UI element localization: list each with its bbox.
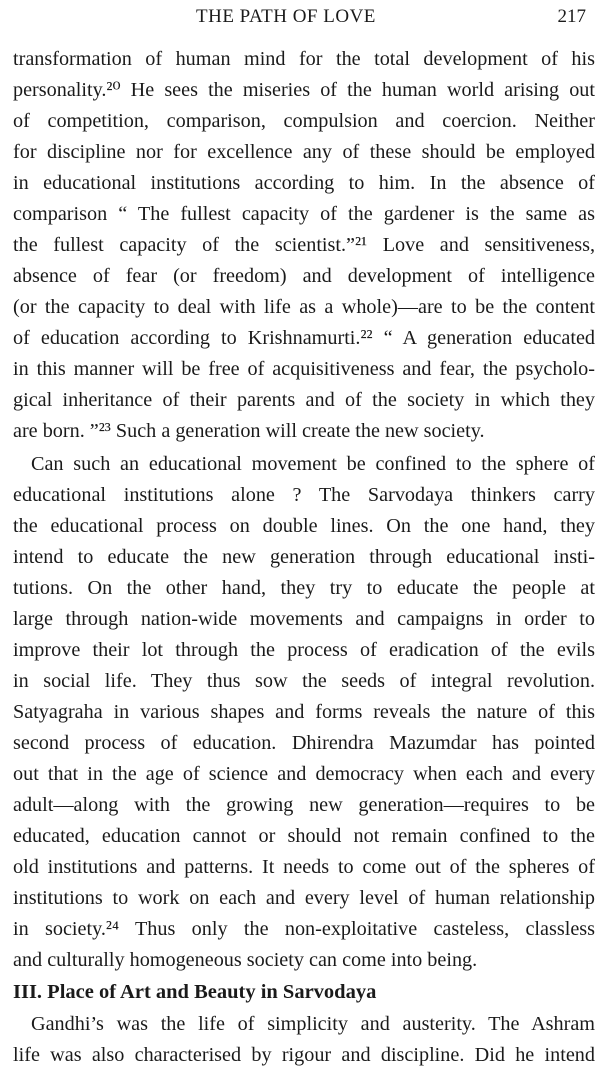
text-line: of competition, comparison, compulsion and coercion. Neither xyxy=(13,110,595,132)
text-line: second process of education. Dhirendra Mazumdar has pointed xyxy=(13,732,595,754)
text-line: institutions to work on each and every level of human relationship xyxy=(13,887,595,909)
page-header xyxy=(0,4,600,32)
text-line: educated, education cannot or should not remain confined to the xyxy=(13,825,595,847)
text-line: Gandhi’s was the life of simplicity and austerity. The Ashram xyxy=(31,1013,595,1035)
text-line: the fullest capacity of the scientist.”²¹ Love and sensitiveness, xyxy=(13,234,595,256)
text-line: comparison “ The fullest capacity of the gardener is the same as xyxy=(13,203,595,225)
text-line: in society.²⁴ Thus only the non-exploitative casteless, classless xyxy=(13,918,595,940)
text-line: are born. ”²³ Such a generation will create the new society. xyxy=(13,420,485,442)
text-line: out that in the age of science and democracy when each and every xyxy=(13,763,595,785)
text-line: educational institutions alone ? The Sarvodaya thinkers carry xyxy=(13,484,595,506)
text-line: in educational institutions according to him. In the absence of xyxy=(13,172,595,194)
text-line: in social life. They thus sow the seeds of integral revolution. xyxy=(13,670,595,692)
text-line: old institutions and patterns. It needs to come out of the spheres of xyxy=(13,856,595,878)
paragraph-2 xyxy=(13,449,595,976)
text-line: transformation of human mind for the total development of his xyxy=(13,48,595,70)
text-line: Satyagraha in various shapes and forms reveals the nature of this xyxy=(13,701,595,723)
text-line: of education according to Krishnamurti.²² “ A generation educated xyxy=(13,327,595,349)
text-line: the educational process on double lines. On the one hand, they xyxy=(13,515,595,537)
text-line: gical inheritance of their parents and of the society in which they xyxy=(13,389,595,411)
text-line: and culturally homogeneous society can come into being. xyxy=(13,949,478,971)
text-line: absence of fear (or freedom) and development of intelligence xyxy=(13,265,595,287)
paragraph-3 xyxy=(13,1009,595,1071)
running-head: THE PATH OF LOVE xyxy=(196,6,376,27)
paragraph-1 xyxy=(13,44,595,447)
text-line: improve their lot through the process of eradication of the evils xyxy=(13,639,595,661)
text-line: personality.²⁰ He sees the miseries of the human world arising out xyxy=(13,79,595,101)
text-line: in this manner will be free of acquisitiveness and fear, the psycholo- xyxy=(13,358,595,380)
text-line: (or the capacity to deal with life as a whole)—are to be the content xyxy=(13,296,595,318)
section-heading: III. Place of Art and Beauty in Sarvodaya xyxy=(13,981,377,1003)
text-line: for discipline nor for excellence any of these should be employed xyxy=(13,141,595,163)
page-number: 217 xyxy=(557,6,586,27)
text-line: intend to educate the new generation through educational insti- xyxy=(13,546,595,568)
text-line: adult—along with the growing new generation—requires to be xyxy=(13,794,595,816)
body-text xyxy=(13,44,595,1071)
text-line: Can such an educational movement be confined to the sphere of xyxy=(31,453,595,475)
text-line: large through nation-wide movements and campaigns in order to xyxy=(13,608,595,630)
text-line: life was also characterised by rigour and discipline. Did he intend xyxy=(13,1044,595,1066)
text-line: tutions. On the other hand, they try to educate the people at xyxy=(13,577,595,599)
